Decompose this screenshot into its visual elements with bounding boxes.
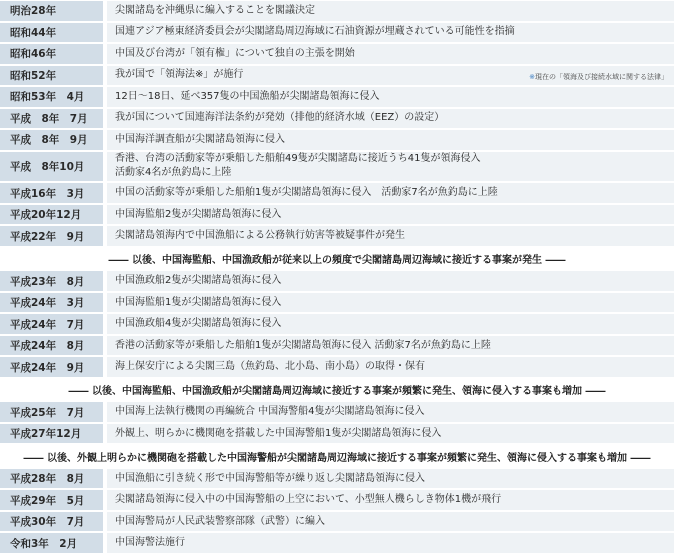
- event-text-line: 我が国について国連海洋法条約が発効（排他的経済水域（EEZ）の設定）: [115, 112, 445, 124]
- timeline-row: [0, 204, 674, 226]
- event-date: 昭和52年: [0, 65, 103, 87]
- timeline-row: [0, 313, 674, 335]
- event-text-line: 香港、台湾の活動家等が乗船した船舶49隻が尖閣諸島に接近うち41隻が領海侵入: [115, 153, 481, 165]
- event-description: [107, 489, 674, 511]
- event-date: 令和3年 2月: [0, 532, 103, 554]
- footnote: [529, 72, 668, 82]
- event-text-line: 中国漁船に引き続く形で中国海警船等が繰り返し尖閣諸島領海に侵入: [115, 472, 425, 484]
- event-description: [107, 335, 674, 357]
- event-date: 昭和46年: [0, 43, 103, 65]
- event-description: [107, 204, 674, 226]
- event-text-line: 尖閣諸島を沖縄県に編入することを閣議決定: [115, 4, 315, 16]
- timeline-row: [0, 86, 674, 108]
- timeline-row: [0, 151, 674, 183]
- event-description: [107, 0, 674, 22]
- timeline-row: [0, 423, 674, 445]
- event-description: [107, 182, 674, 204]
- event-date: 平成24年 3月: [0, 292, 103, 314]
- timeline-row: [0, 489, 674, 511]
- event-text-line: 尖閣諸島領海に侵入中の中国海警船の上空において、小型無人機らしき物体1機が飛行: [115, 494, 502, 506]
- timeline-row: [0, 43, 674, 65]
- timeline-row: [0, 511, 674, 533]
- event-description: [107, 86, 674, 108]
- footnote-mark: ※: [529, 73, 535, 81]
- event-text-line: 中国漁政船2隻が尖閣諸島領海に侵入: [115, 275, 282, 287]
- event-date: 昭和53年 4月: [0, 86, 103, 108]
- timeline-row: [0, 65, 674, 87]
- event-description: [107, 423, 674, 445]
- event-date: 平成 8年 9月: [0, 129, 103, 151]
- event-description: [107, 151, 674, 183]
- event-description: [107, 401, 674, 423]
- event-date: 明治28年: [0, 0, 103, 22]
- event-date: 平成24年 9月: [0, 356, 103, 378]
- timeline-row: [0, 292, 674, 314]
- event-description: [107, 468, 674, 490]
- event-text-line: 外観上、明らかに機関砲を搭載した中国海警船1隻が尖閣諸島領海に侵入: [115, 427, 442, 439]
- event-date: 平成24年 7月: [0, 313, 103, 335]
- event-date: 平成25年 7月: [0, 401, 103, 423]
- section-banner: ―― 以後、外観上明らかに機関砲を搭載した中国海警船が尖閣諸島周辺海域に接近する事案が頻繁に発生、領海に侵入する事案も増加 ――: [0, 444, 674, 468]
- event-date: 平成30年 7月: [0, 511, 103, 533]
- timeline-row: [0, 22, 674, 44]
- event-text-line: 中国漁政船4隻が尖閣諸島領海に侵入: [115, 318, 282, 330]
- event-date: 平成29年 5月: [0, 489, 103, 511]
- event-description: [107, 225, 674, 247]
- event-date: 平成27年12月: [0, 423, 103, 445]
- event-description: [107, 313, 674, 335]
- timeline-row: [0, 356, 674, 378]
- event-text-line: 海上保安庁による尖閣三島（魚釣島、北小島、南小島）の取得・保有: [115, 361, 425, 373]
- event-date: 平成22年 9月: [0, 225, 103, 247]
- timeline-row: [0, 0, 674, 22]
- event-date: 平成20年12月: [0, 204, 103, 226]
- event-text-line: 中国海洋調査船が尖閣諸島領海に侵入: [115, 133, 285, 145]
- event-date: 平成24年 8月: [0, 335, 103, 357]
- event-date: 昭和44年: [0, 22, 103, 44]
- event-text-line: 中国及び台湾が「領有権」について独自の主張を開始: [115, 47, 355, 59]
- event-description: [107, 65, 674, 87]
- event-text-line: 中国海上法執行機関の再編統合 中国海警船4隻が尖閣諸島領海に侵入: [115, 406, 425, 418]
- event-text-line: 中国海警局が人民武装警察部隊（武警）に編入: [115, 515, 325, 527]
- event-text-line: 12日～18日、延べ357隻の中国漁船が尖閣諸島領海に侵入: [115, 90, 380, 102]
- event-text-line: 香港の活動家等が乗船した船舶1隻が尖閣諸島領海に侵入 活動家7名が魚釣島に上陸: [115, 339, 491, 351]
- section-banner: ―― 以後、中国海監船、中国漁政船が尖閣諸島周辺海域に接近する事案が頻繁に発生、領海に侵入する事案も増加 ――: [0, 378, 674, 402]
- event-text-line: 中国の活動家等が乗船した船舶1隻が尖閣諸島領海に侵入 活動家7名が魚釣島に上陸: [115, 187, 498, 199]
- event-description: [107, 356, 674, 378]
- event-text-line: 活動家4名が魚釣島に上陸: [115, 167, 232, 179]
- event-text-line: 中国海警法施行: [115, 537, 185, 549]
- event-description: [107, 532, 674, 554]
- timeline-row: [0, 468, 674, 490]
- timeline-row: [0, 225, 674, 247]
- timeline-row: [0, 270, 674, 292]
- event-description: [107, 292, 674, 314]
- event-text-line: 国連アジア極東経済委員会が尖閣諸島周辺海域に石油資源が埋蔵されている可能性を指摘: [115, 26, 515, 38]
- timeline-row: [0, 532, 674, 554]
- event-date: 平成23年 8月: [0, 270, 103, 292]
- timeline-row: [0, 182, 674, 204]
- event-description: [107, 129, 674, 151]
- event-text-line: 尖閣諸島領海内で中国漁船による公務執行妨害等被疑事件が発生: [115, 230, 405, 242]
- section-banner: ―― 以後、中国海監船、中国漁政船が従来以上の頻度で尖閣諸島周辺海域に接近する事案が発生 ――: [0, 247, 674, 271]
- timeline-row: [0, 129, 674, 151]
- event-date: 平成16年 3月: [0, 182, 103, 204]
- footnote-text: 現在の「領海及び接続水域に関する法律」: [535, 73, 668, 81]
- event-date: 平成28年 8月: [0, 468, 103, 490]
- timeline-row: [0, 335, 674, 357]
- event-description: [107, 43, 674, 65]
- event-text-line: 中国海監船1隻が尖閣諸島領海に侵入: [115, 296, 282, 308]
- event-date: 平成 8年 7月: [0, 108, 103, 130]
- event-text-line: 中国海監船2隻が尖閣諸島領海に侵入: [115, 208, 282, 220]
- event-description: [107, 270, 674, 292]
- event-text-line: 我が国で「領海法※」が施行: [115, 69, 244, 81]
- event-description: [107, 22, 674, 44]
- timeline-row: [0, 108, 674, 130]
- event-description: [107, 108, 674, 130]
- event-date: 平成 8年10月: [0, 151, 103, 183]
- timeline-row: [0, 401, 674, 423]
- event-description: [107, 511, 674, 533]
